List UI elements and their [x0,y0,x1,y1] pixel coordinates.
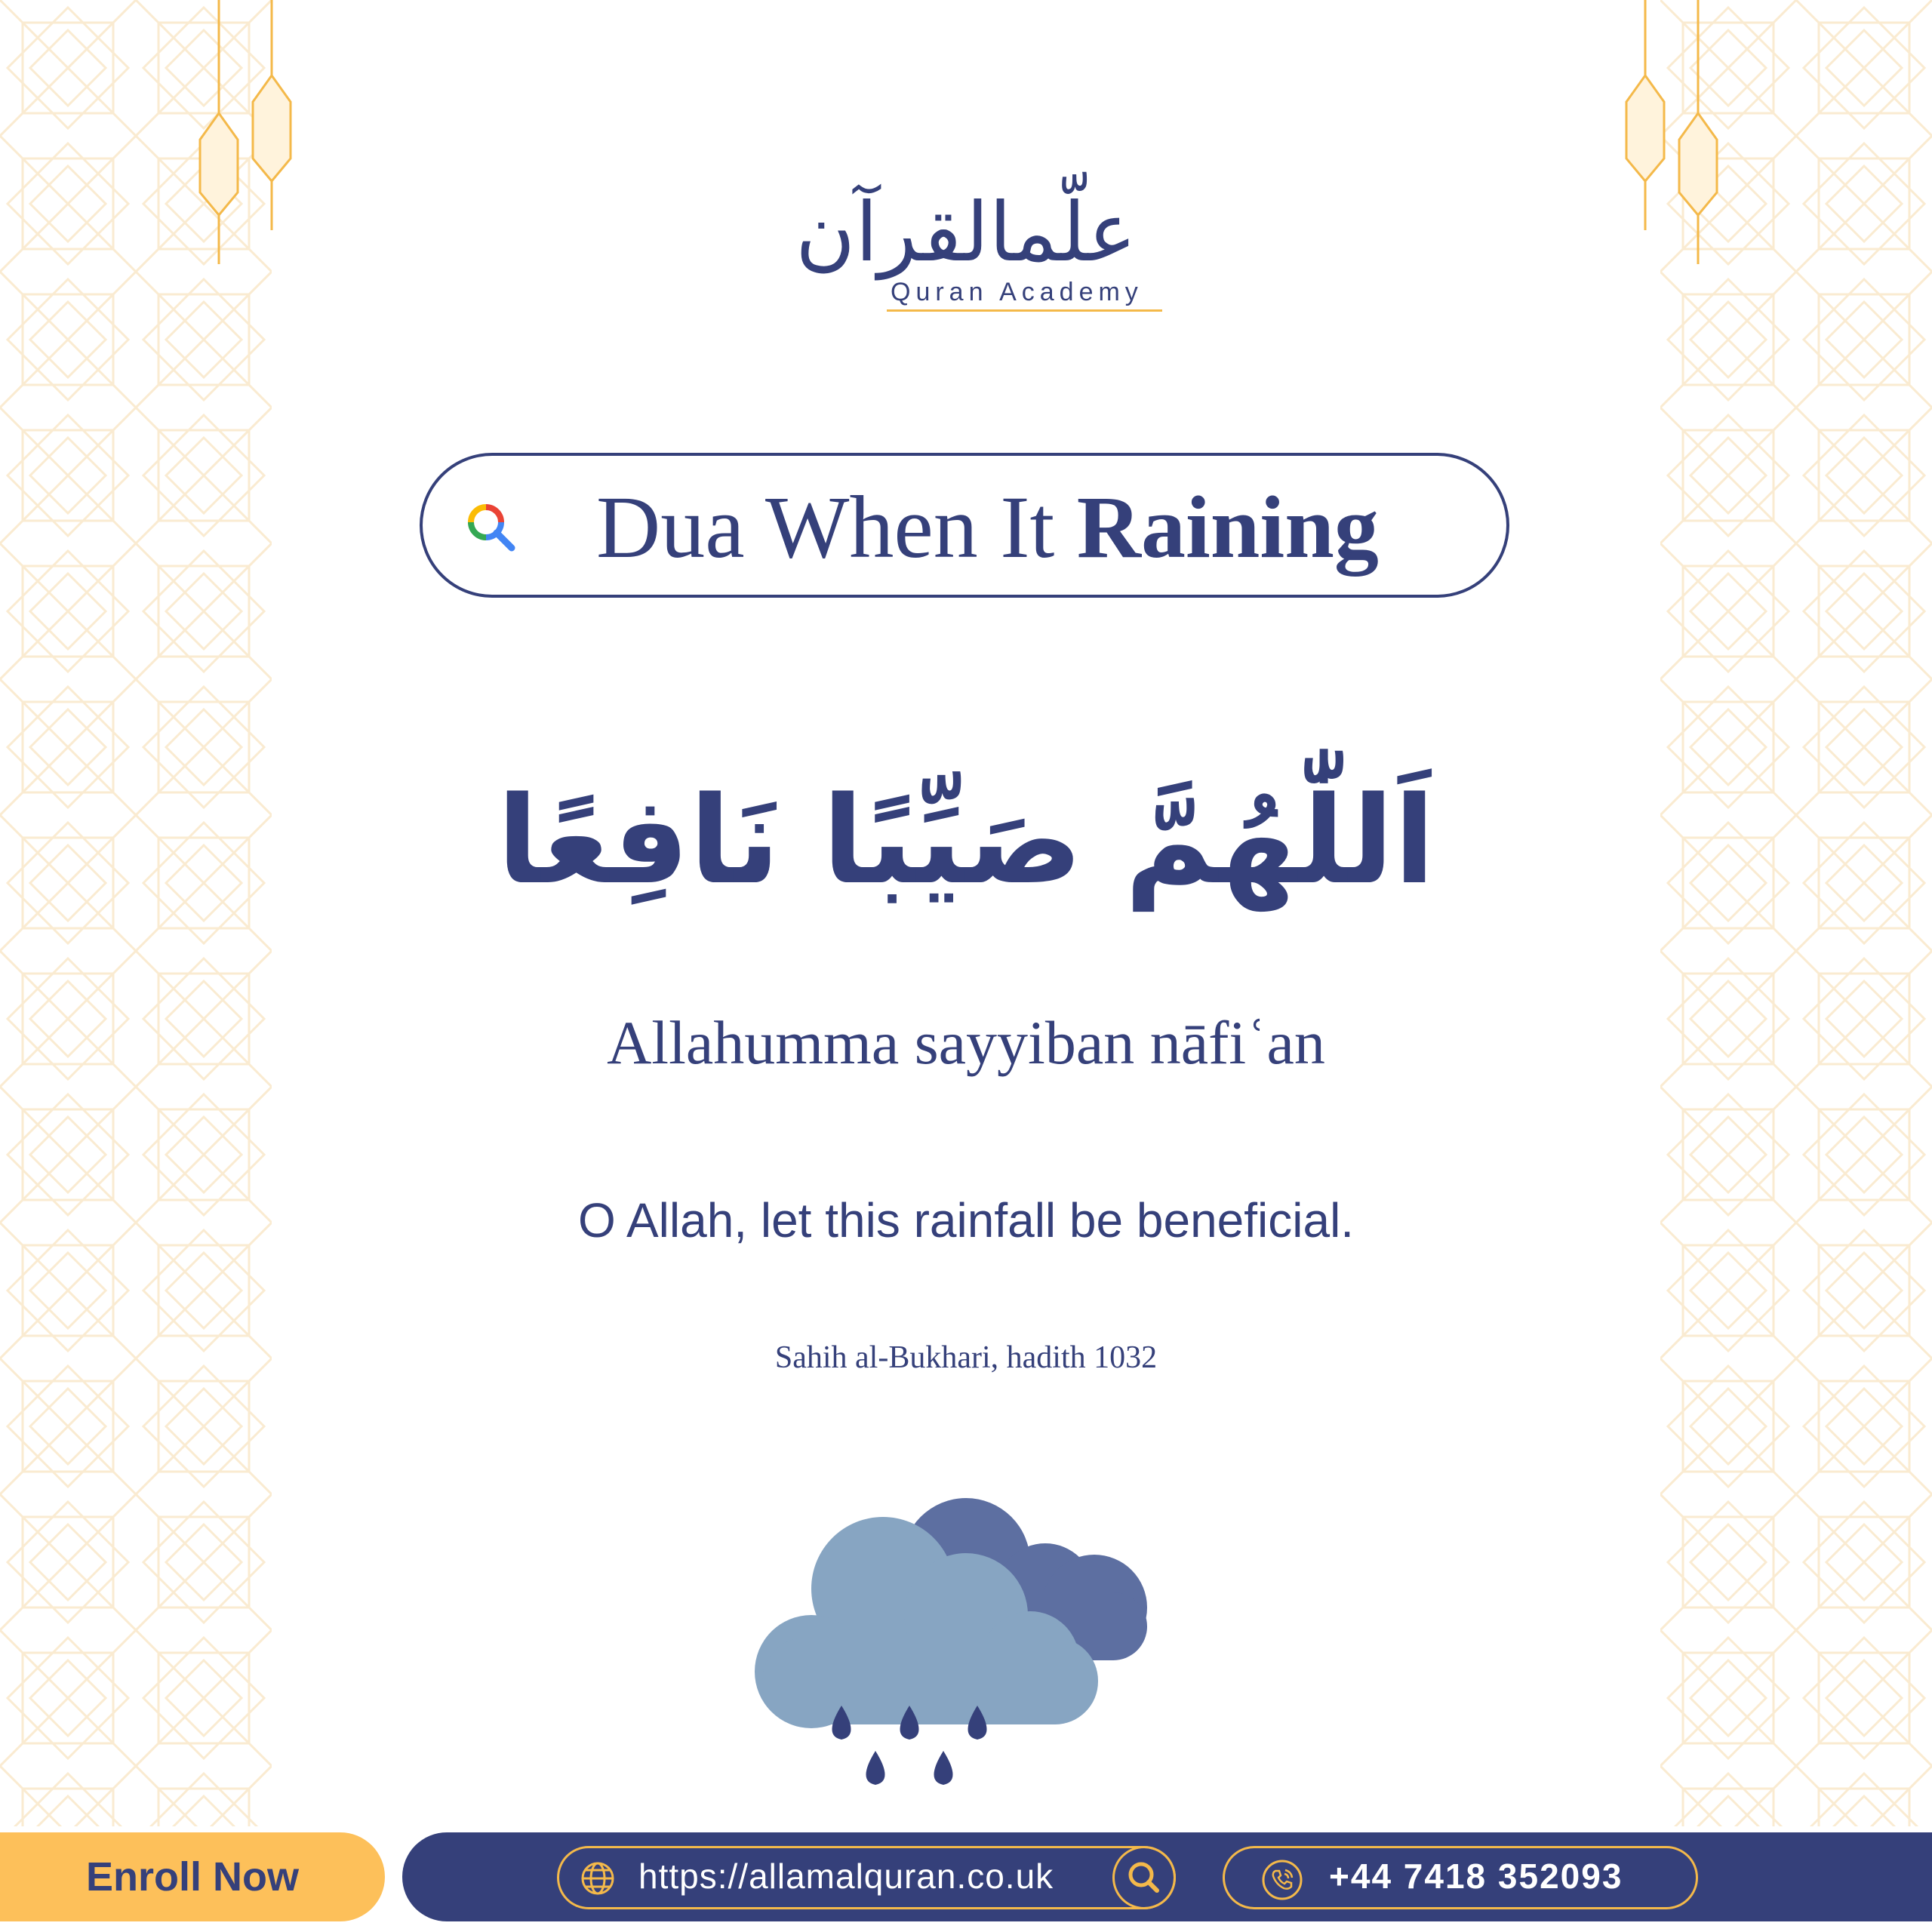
title-search-bar [420,453,1509,598]
website-search-button[interactable] [1112,1846,1176,1909]
enroll-now-button[interactable]: Enroll Now [0,1832,385,1921]
lantern-icon [1607,0,1728,272]
search-icon [465,501,518,554]
dua-arabic: اَللّٰهُمَّ صَيِّبًا نَافِعًا [497,770,1435,911]
phone-link[interactable] [1223,1846,1698,1909]
logo-subtitle: Quran Academy [891,278,1143,306]
globe-icon [580,1861,615,1896]
title-bold: Raining [1076,478,1379,577]
lantern-icon [189,0,309,272]
logo-underline [887,309,1162,312]
brand-logo [777,186,1155,325]
logo-arabic-text: علّمالقرآن [795,186,1137,280]
dua-source: Sahih al-Bukhari, hadith 1032 [774,1340,1158,1375]
page-title [596,478,1461,577]
title-regular: Dua When It [596,478,1077,577]
phone-number: +44 7418 352093 [1329,1857,1623,1896]
website-url: https://allamalquran.co.uk [638,1857,1054,1896]
phone-icon [1261,1859,1303,1901]
rain-cloud-icon [747,1457,1200,1796]
search-icon [1115,1848,1174,1907]
dua-translation: O Allah, let this rainfall be beneficial. [577,1193,1355,1247]
website-link[interactable] [557,1846,1176,1909]
dua-transliteration: Allahumma sayyiban nāfiʿan [607,1008,1325,1077]
